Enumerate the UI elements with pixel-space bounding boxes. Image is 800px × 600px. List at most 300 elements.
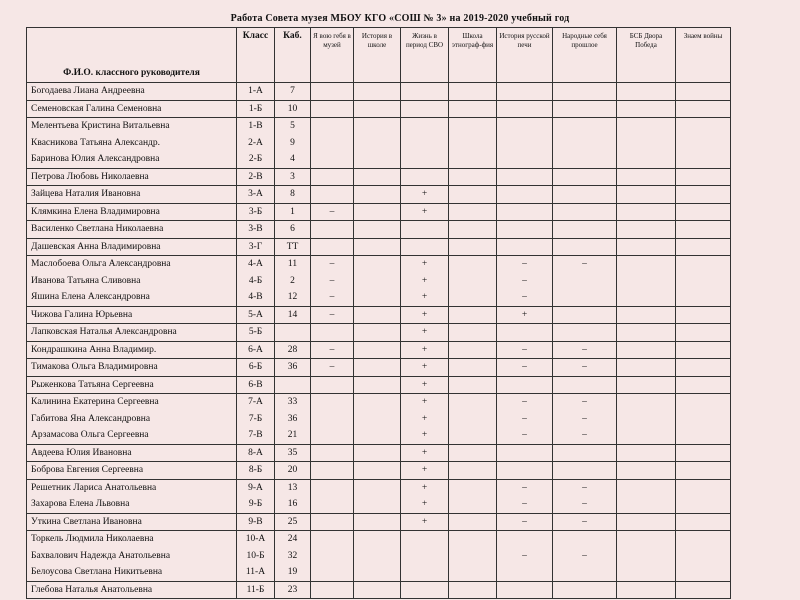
teacher-name-cell: Тимакова Ольга Владимировна xyxy=(27,359,237,377)
mark-cell xyxy=(553,581,617,599)
room-cell: ТТ xyxy=(275,238,311,256)
mark-cell xyxy=(311,376,354,394)
header-class: Класс xyxy=(237,28,275,83)
mark-cell xyxy=(354,462,401,480)
table-row xyxy=(27,306,731,324)
table-header-row xyxy=(27,28,731,83)
header-fio: Ф.И.О. классного руководителя xyxy=(27,28,237,83)
mark-cell xyxy=(354,289,401,306)
mark-cell xyxy=(497,462,553,480)
mark-cell xyxy=(617,289,676,306)
mark-cell xyxy=(449,203,497,221)
mark-cell xyxy=(676,83,731,101)
mark-cell xyxy=(497,376,553,394)
room-cell: 20 xyxy=(275,462,311,480)
mark-cell xyxy=(617,513,676,531)
room-cell: 1 xyxy=(275,203,311,221)
mark-cell xyxy=(449,531,497,548)
mark-cell: – xyxy=(497,341,553,359)
mark-cell xyxy=(553,324,617,342)
mark-cell xyxy=(311,394,354,411)
teacher-name-cell: Дашевская Анна Владимировна xyxy=(27,238,237,256)
mark-cell: + xyxy=(401,341,449,359)
table-row xyxy=(27,531,731,548)
mark-cell xyxy=(449,548,497,565)
teacher-name-cell: Рыженкова Татьяна Сергеевна xyxy=(27,376,237,394)
mark-cell xyxy=(617,324,676,342)
class-cell: 10-А xyxy=(237,531,275,548)
mark-cell xyxy=(676,411,731,428)
room-cell: 9 xyxy=(275,135,311,152)
mark-cell xyxy=(553,135,617,152)
mark-cell xyxy=(617,306,676,324)
header-col-1: Я вою гебя в музей xyxy=(311,28,354,83)
teacher-name-cell: Иванова Татьяна Сливовна xyxy=(27,273,237,290)
class-cell: 3-Г xyxy=(237,238,275,256)
mark-cell xyxy=(617,359,676,377)
mark-cell xyxy=(311,83,354,101)
room-cell: 36 xyxy=(275,359,311,377)
table-row xyxy=(27,238,731,256)
mark-cell xyxy=(401,564,449,581)
mark-cell xyxy=(449,168,497,186)
mark-cell: – xyxy=(553,359,617,377)
teacher-name-cell: Яшина Елена Александровна xyxy=(27,289,237,306)
mark-cell xyxy=(311,548,354,565)
room-cell: 32 xyxy=(275,548,311,565)
room-cell: 12 xyxy=(275,289,311,306)
mark-cell xyxy=(354,376,401,394)
mark-cell: – xyxy=(553,394,617,411)
mark-cell xyxy=(354,427,401,444)
mark-cell xyxy=(401,83,449,101)
mark-cell xyxy=(617,479,676,496)
mark-cell xyxy=(676,100,731,118)
mark-cell xyxy=(354,479,401,496)
table-row xyxy=(27,444,731,462)
table-row xyxy=(27,496,731,513)
teacher-name-cell: Петрова Любовь Николаевна xyxy=(27,168,237,186)
mark-cell xyxy=(676,203,731,221)
room-cell: 11 xyxy=(275,256,311,273)
room-cell: 16 xyxy=(275,496,311,513)
room-cell: 24 xyxy=(275,531,311,548)
mark-cell xyxy=(553,203,617,221)
teacher-name-cell: Уткина Светлана Ивановна xyxy=(27,513,237,531)
mark-cell: + xyxy=(401,273,449,290)
mark-cell xyxy=(354,411,401,428)
table-row xyxy=(27,118,731,135)
mark-cell xyxy=(617,118,676,135)
mark-cell: – xyxy=(497,411,553,428)
room-cell: 36 xyxy=(275,411,311,428)
table-row xyxy=(27,151,731,168)
mark-cell xyxy=(497,324,553,342)
mark-cell: – xyxy=(497,289,553,306)
mark-cell: – xyxy=(497,394,553,411)
mark-cell xyxy=(401,548,449,565)
room-cell: 4 xyxy=(275,151,311,168)
mark-cell xyxy=(617,564,676,581)
table-row xyxy=(27,168,731,186)
room-cell: 8 xyxy=(275,186,311,204)
mark-cell xyxy=(497,168,553,186)
mark-cell xyxy=(617,496,676,513)
mark-cell: – xyxy=(553,496,617,513)
teacher-name-cell: Бахвалович Надежда Анатольевна xyxy=(27,548,237,565)
mark-cell xyxy=(311,151,354,168)
table-row xyxy=(27,256,731,273)
mark-cell: + xyxy=(401,496,449,513)
mark-cell xyxy=(354,273,401,290)
teacher-name-cell: Баринова Юлия Александровна xyxy=(27,151,237,168)
mark-cell: + xyxy=(401,376,449,394)
mark-cell xyxy=(311,324,354,342)
mark-cell xyxy=(401,118,449,135)
table-row xyxy=(27,548,731,565)
mark-cell xyxy=(449,324,497,342)
mark-cell xyxy=(354,324,401,342)
class-cell: 7-В xyxy=(237,427,275,444)
room-cell xyxy=(275,376,311,394)
room-cell: 23 xyxy=(275,581,311,599)
table-row xyxy=(27,411,731,428)
mark-cell xyxy=(449,256,497,273)
mark-cell xyxy=(676,135,731,152)
mark-cell xyxy=(617,427,676,444)
mark-cell: – xyxy=(497,479,553,496)
mark-cell xyxy=(617,531,676,548)
mark-cell: + xyxy=(401,256,449,273)
mark-cell xyxy=(449,394,497,411)
mark-cell xyxy=(553,531,617,548)
mark-cell xyxy=(449,289,497,306)
mark-cell xyxy=(676,564,731,581)
mark-cell xyxy=(676,376,731,394)
mark-cell xyxy=(311,186,354,204)
class-cell: 4-А xyxy=(237,256,275,273)
mark-cell xyxy=(449,496,497,513)
header-col-6: Народные себя прошлое xyxy=(553,28,617,83)
mark-cell xyxy=(676,444,731,462)
mark-cell xyxy=(311,444,354,462)
mark-cell xyxy=(676,581,731,599)
class-cell: 4-В xyxy=(237,289,275,306)
mark-cell xyxy=(617,462,676,480)
mark-cell xyxy=(449,135,497,152)
mark-cell xyxy=(354,581,401,599)
mark-cell xyxy=(311,564,354,581)
mark-cell: – xyxy=(311,273,354,290)
teacher-name-cell: Глебова Наталья Анатольевна xyxy=(27,581,237,599)
class-cell: 10-Б xyxy=(237,548,275,565)
class-cell: 5-А xyxy=(237,306,275,324)
table-row xyxy=(27,100,731,118)
mark-cell xyxy=(401,531,449,548)
teacher-name-cell: Клямкина Елена Владимировна xyxy=(27,203,237,221)
mark-cell xyxy=(354,186,401,204)
mark-cell xyxy=(311,531,354,548)
table-row xyxy=(27,273,731,290)
mark-cell xyxy=(449,273,497,290)
mark-cell xyxy=(449,186,497,204)
mark-cell xyxy=(311,118,354,135)
room-cell: 7 xyxy=(275,83,311,101)
teacher-name-cell: Квасникова Татьяна Александр. xyxy=(27,135,237,152)
mark-cell xyxy=(311,135,354,152)
mark-cell xyxy=(449,513,497,531)
mark-cell xyxy=(676,427,731,444)
mark-cell xyxy=(553,221,617,239)
mark-cell xyxy=(497,238,553,256)
class-cell: 2-А xyxy=(237,135,275,152)
class-cell: 8-Б xyxy=(237,462,275,480)
teacher-name-cell: Богодаева Лиана Андреевна xyxy=(27,83,237,101)
mark-cell xyxy=(449,100,497,118)
class-cell: 1-В xyxy=(237,118,275,135)
mark-cell xyxy=(354,256,401,273)
mark-cell xyxy=(449,151,497,168)
mark-cell: – xyxy=(311,359,354,377)
mark-cell xyxy=(354,531,401,548)
mark-cell xyxy=(354,564,401,581)
mark-cell: – xyxy=(311,341,354,359)
mark-cell xyxy=(617,186,676,204)
mark-cell: + xyxy=(401,427,449,444)
teacher-name-cell: Кондрашкина Анна Владимир. xyxy=(27,341,237,359)
mark-cell: – xyxy=(497,548,553,565)
mark-cell xyxy=(676,496,731,513)
mark-cell xyxy=(311,496,354,513)
mark-cell xyxy=(497,444,553,462)
mark-cell: + xyxy=(401,444,449,462)
mark-cell xyxy=(449,444,497,462)
mark-cell xyxy=(449,462,497,480)
teacher-name-cell: Мелентьева Кристина Витальевна xyxy=(27,118,237,135)
table-row xyxy=(27,376,731,394)
mark-cell xyxy=(449,221,497,239)
mark-cell xyxy=(401,221,449,239)
mark-cell xyxy=(617,238,676,256)
mark-cell xyxy=(449,238,497,256)
mark-cell xyxy=(497,83,553,101)
mark-cell xyxy=(401,100,449,118)
mark-cell xyxy=(676,168,731,186)
mark-cell xyxy=(676,118,731,135)
header-col-2: История в школе xyxy=(354,28,401,83)
mark-cell xyxy=(311,513,354,531)
mark-cell xyxy=(497,100,553,118)
mark-cell: + xyxy=(401,289,449,306)
mark-cell: + xyxy=(401,411,449,428)
mark-cell xyxy=(617,548,676,565)
class-cell: 1-Б xyxy=(237,100,275,118)
teacher-name-cell: Авдеева Юлия Ивановна xyxy=(27,444,237,462)
mark-cell: – xyxy=(553,548,617,565)
class-cell: 9-Б xyxy=(237,496,275,513)
table-row xyxy=(27,564,731,581)
class-cell: 11-Б xyxy=(237,581,275,599)
mark-cell xyxy=(676,324,731,342)
mark-cell xyxy=(676,256,731,273)
room-cell xyxy=(275,324,311,342)
teacher-name-cell: Белоусова Светлана Никитьевна xyxy=(27,564,237,581)
mark-cell xyxy=(676,513,731,531)
mark-cell xyxy=(553,273,617,290)
mark-cell xyxy=(311,411,354,428)
teacher-name-cell: Лапковская Наталья Александровна xyxy=(27,324,237,342)
mark-cell xyxy=(676,394,731,411)
table-row xyxy=(27,221,731,239)
mark-cell xyxy=(354,444,401,462)
mark-cell xyxy=(449,581,497,599)
mark-cell: + xyxy=(401,359,449,377)
header-col-3: Жизнь в период СВО xyxy=(401,28,449,83)
room-cell: 33 xyxy=(275,394,311,411)
mark-cell xyxy=(354,341,401,359)
teacher-name-cell: Зайцева Наталия Ивановна xyxy=(27,186,237,204)
teacher-name-cell: Решетник Лариса Анатольевна xyxy=(27,479,237,496)
mark-cell: – xyxy=(553,411,617,428)
mark-cell xyxy=(449,427,497,444)
mark-cell xyxy=(497,221,553,239)
room-cell: 35 xyxy=(275,444,311,462)
mark-cell xyxy=(617,376,676,394)
mark-cell: + xyxy=(401,203,449,221)
mark-cell xyxy=(617,394,676,411)
class-cell: 9-А xyxy=(237,479,275,496)
table-row xyxy=(27,324,731,342)
mark-cell xyxy=(401,151,449,168)
class-cell: 7-Б xyxy=(237,411,275,428)
mark-cell xyxy=(553,289,617,306)
mark-cell xyxy=(354,100,401,118)
mark-cell xyxy=(497,186,553,204)
mark-cell xyxy=(354,203,401,221)
museum-work-table xyxy=(26,27,731,599)
class-cell: 9-В xyxy=(237,513,275,531)
mark-cell xyxy=(553,151,617,168)
mark-cell: – xyxy=(553,479,617,496)
mark-cell xyxy=(311,221,354,239)
header-col-7: БСБ Двора Победа xyxy=(617,28,676,83)
mark-cell xyxy=(449,83,497,101)
mark-cell xyxy=(401,581,449,599)
teacher-name-cell: Арзамасова Ольга Сергеевна xyxy=(27,427,237,444)
mark-cell: + xyxy=(497,306,553,324)
header-room: Каб. xyxy=(275,28,311,83)
room-cell: 2 xyxy=(275,273,311,290)
mark-cell xyxy=(676,462,731,480)
mark-cell xyxy=(354,83,401,101)
table-body xyxy=(27,83,731,599)
table-row xyxy=(27,203,731,221)
class-cell: 6-Б xyxy=(237,359,275,377)
mark-cell: + xyxy=(401,186,449,204)
mark-cell xyxy=(401,135,449,152)
mark-cell xyxy=(553,376,617,394)
table-row xyxy=(27,581,731,599)
mark-cell xyxy=(497,531,553,548)
mark-cell: + xyxy=(401,394,449,411)
class-cell: 6-А xyxy=(237,341,275,359)
mark-cell xyxy=(676,221,731,239)
room-cell: 5 xyxy=(275,118,311,135)
room-cell: 14 xyxy=(275,306,311,324)
class-cell: 3-А xyxy=(237,186,275,204)
mark-cell xyxy=(311,462,354,480)
table-row xyxy=(27,359,731,377)
mark-cell xyxy=(401,238,449,256)
mark-cell: – xyxy=(311,203,354,221)
mark-cell xyxy=(354,221,401,239)
mark-cell xyxy=(354,168,401,186)
room-cell: 19 xyxy=(275,564,311,581)
mark-cell xyxy=(354,394,401,411)
mark-cell xyxy=(311,168,354,186)
mark-cell xyxy=(676,289,731,306)
class-cell: 5-Б xyxy=(237,324,275,342)
mark-cell: – xyxy=(497,273,553,290)
teacher-name-cell: Захарова Елена Львовна xyxy=(27,496,237,513)
mark-cell xyxy=(617,581,676,599)
mark-cell xyxy=(354,238,401,256)
teacher-name-cell: Чижова Галина Юрьевна xyxy=(27,306,237,324)
teacher-name-cell: Габитова Яна Александровна xyxy=(27,411,237,428)
room-cell: 13 xyxy=(275,479,311,496)
mark-cell: – xyxy=(497,513,553,531)
class-cell: 7-А xyxy=(237,394,275,411)
table-row xyxy=(27,341,731,359)
mark-cell xyxy=(497,581,553,599)
mark-cell xyxy=(497,118,553,135)
mark-cell xyxy=(676,479,731,496)
mark-cell xyxy=(617,221,676,239)
room-cell: 6 xyxy=(275,221,311,239)
table-row xyxy=(27,289,731,306)
header-col-4: Школа этнограф-фия xyxy=(449,28,497,83)
room-cell: 10 xyxy=(275,100,311,118)
mark-cell xyxy=(676,359,731,377)
mark-cell xyxy=(553,100,617,118)
mark-cell xyxy=(553,238,617,256)
mark-cell xyxy=(354,496,401,513)
mark-cell xyxy=(617,151,676,168)
mark-cell xyxy=(354,359,401,377)
mark-cell: – xyxy=(311,306,354,324)
table-row xyxy=(27,513,731,531)
mark-cell: – xyxy=(311,256,354,273)
class-cell: 1-А xyxy=(237,83,275,101)
mark-cell xyxy=(497,564,553,581)
mark-cell xyxy=(676,548,731,565)
mark-cell xyxy=(676,341,731,359)
mark-cell xyxy=(617,168,676,186)
mark-cell: + xyxy=(401,462,449,480)
mark-cell xyxy=(354,548,401,565)
mark-cell xyxy=(497,151,553,168)
mark-cell xyxy=(553,186,617,204)
mark-cell xyxy=(311,427,354,444)
mark-cell: – xyxy=(311,289,354,306)
table-row xyxy=(27,427,731,444)
mark-cell xyxy=(311,581,354,599)
teacher-name-cell: Маслобоева Ольга Александровна xyxy=(27,256,237,273)
mark-cell: + xyxy=(401,479,449,496)
mark-cell xyxy=(553,83,617,101)
teacher-name-cell: Боброва Евгения Сергеевна xyxy=(27,462,237,480)
class-cell: 6-В xyxy=(237,376,275,394)
